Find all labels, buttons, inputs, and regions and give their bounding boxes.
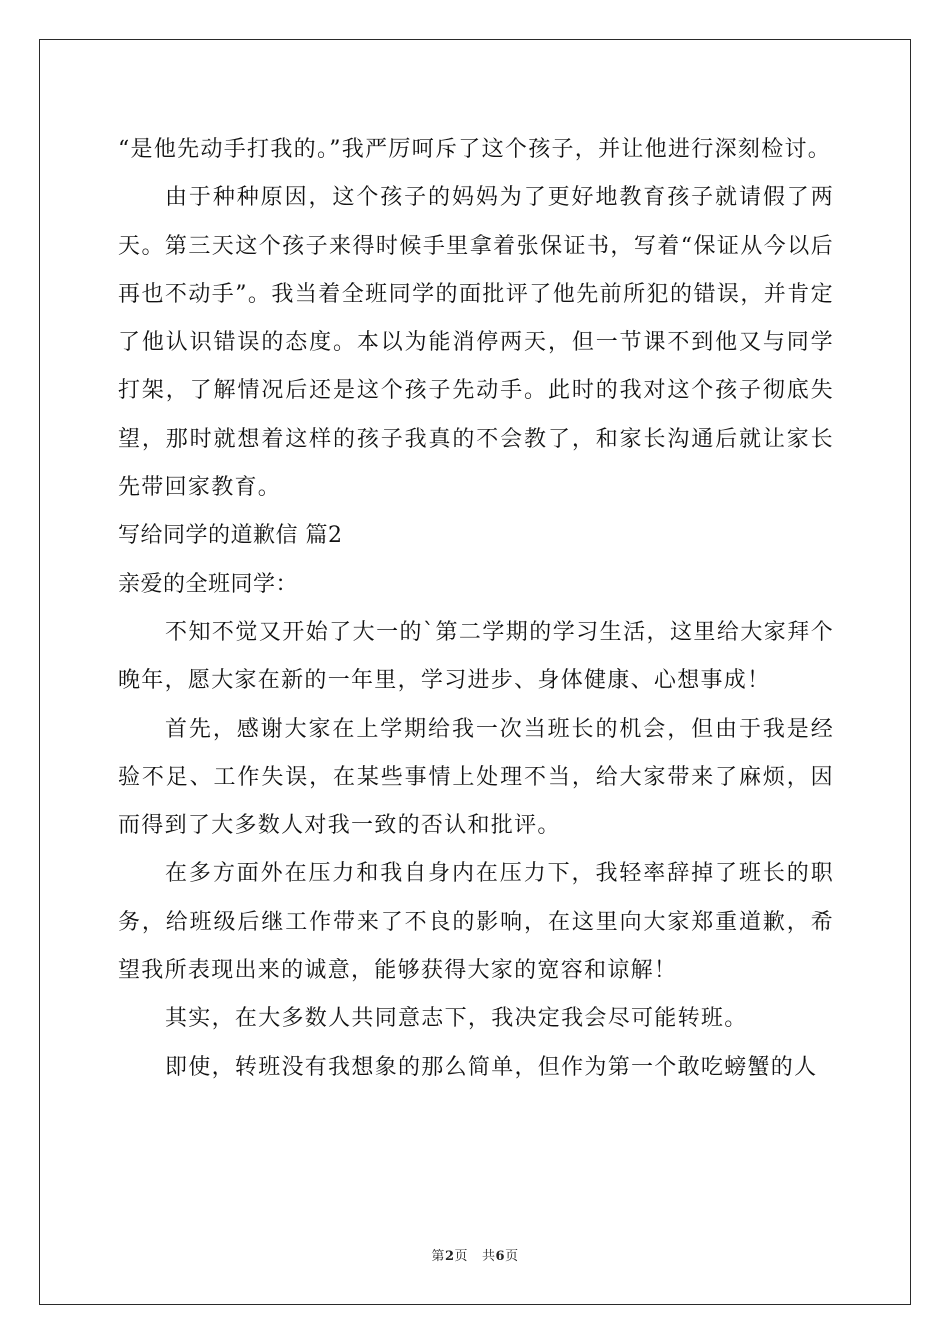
paragraph-6: 其实，在大多数人共同意志下，我决定我会尽可能转班。 [165,1006,748,1032]
total-prefix: 共 [482,1249,496,1264]
paragraph-7: 即使，转班没有我想象的那么简单，但作为第一个敢吃螃蟹的人 [165,1054,818,1080]
paragraph-4: 首先，感谢大家在上学期给我一次当班长的机会，但由于我是经验不足、工作失误，在某些事情上处理不当，给大家带来了麻烦，因而得到了大多数人对我一致的否认和批评。 [118,716,834,839]
section-title: 写给同学的道歉信 篇2 [118,523,343,549]
document-body [118,126,834,1092]
page-suffix: 页 [454,1249,468,1264]
paragraph-3: 不知不觉又开始了大一的`第二学期的学习生活，这里给大家拜个晚年，愿大家在新的一年里，学习进步、身体健康、心想事成！ [118,619,834,694]
current-page-number: 2 [444,1249,455,1264]
paragraph-2: 由于种种原因，这个孩子的妈妈为了更好地教育孩子就请假了两天。第三天这个孩子来得时候手里拿着张保证书，写着“保证从今以后再也不动手”。我当着全班同学的面批评了他先前所犯的错误，并肯定了他认识错误的态度。本以为能消停两天，但一节课不到他又与同学打架，了解情况后还是这个孩子先动手。此时的我对这个孩子彻底失望，那时就想着这样的孩子我真的不会教了，和家长沟通后就让家长先带回家教育。 [118,185,834,501]
total-page-number: 6 [495,1249,506,1264]
paragraph-5: 在多方面外在压力和我自身内在压力下，我轻率辞掉了班长的职务，给班级后继工作带来了不良的影响，在这里向大家郑重道歉，希望我所表现出来的诚意，能够获得大家的宽容和谅解！ [118,861,834,984]
page-prefix: 第 [431,1249,445,1264]
paragraph-1: “是他先动手打我的。”我严厉呵斥了这个孩子，并让他进行深刻检讨。 [118,137,832,162]
total-suffix: 页 [505,1249,519,1264]
salutation: 亲爱的全班同学： [118,571,299,597]
page-footer [0,1245,950,1264]
